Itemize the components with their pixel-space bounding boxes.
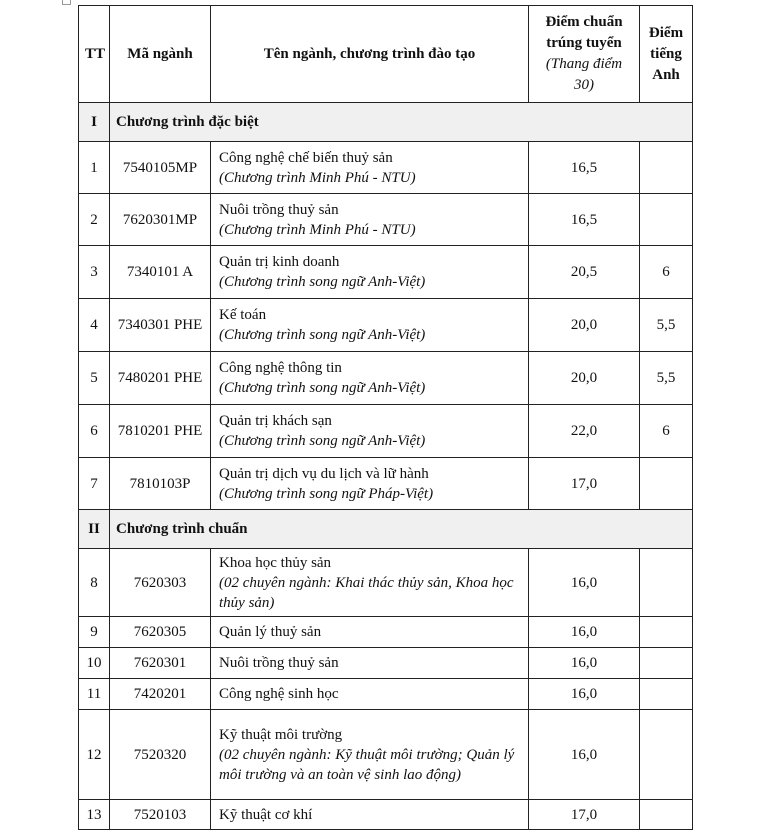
- row-score: 16,0: [529, 648, 640, 679]
- row-name-cell: [211, 648, 529, 679]
- row-code: 7340301 PHE: [110, 299, 211, 352]
- row-score: 16,0: [529, 679, 640, 710]
- row-name-cell: [211, 679, 529, 710]
- row-code: 7810103P: [110, 458, 211, 510]
- row-score: 17,0: [529, 458, 640, 510]
- table-row: [79, 710, 693, 800]
- row-english: [640, 679, 693, 710]
- row-code: 7520103: [110, 800, 211, 830]
- row-code: 7480201 PHE: [110, 352, 211, 405]
- row-name-cell: [211, 246, 529, 299]
- row-tt: 2: [79, 194, 110, 246]
- row-name: Quản trị khách sạn: [219, 413, 332, 429]
- row-tt: 12: [79, 710, 110, 800]
- row-english: [640, 800, 693, 830]
- section-row-special: [79, 103, 693, 142]
- row-score: 20,5: [529, 246, 640, 299]
- row-english: [640, 549, 693, 617]
- col-code-header: Mã ngành: [110, 6, 211, 103]
- row-name: Khoa học thủy sản: [219, 554, 332, 571]
- score-header-line2: trúng tuyển: [546, 35, 622, 51]
- section-title: Chương trình đặc biệt: [110, 103, 693, 142]
- corner-mark: [62, 0, 71, 5]
- table-row: [79, 352, 693, 405]
- row-name: Quản lý thuỷ sản: [219, 624, 322, 640]
- row-tt: 11: [79, 679, 110, 710]
- row-name-cell: [211, 194, 529, 246]
- row-name: Công nghệ sinh học: [219, 686, 339, 702]
- row-tt: 8: [79, 549, 110, 617]
- row-name-cell: [211, 800, 529, 830]
- row-code: 7340101 A: [110, 246, 211, 299]
- row-note: (Chương trình Minh Phú - NTU): [219, 221, 416, 238]
- row-name: Kỹ thuật môi trường: [219, 726, 343, 743]
- row-score: 16,5: [529, 194, 640, 246]
- table-row: [79, 405, 693, 458]
- row-tt: 7: [79, 458, 110, 510]
- row-tt: 9: [79, 617, 110, 648]
- row-name: Quản trị kinh doanh: [219, 254, 340, 270]
- header-row: [79, 6, 693, 103]
- row-score: 16,0: [529, 710, 640, 800]
- row-name-cell: [211, 352, 529, 405]
- english-header-line3: Anh: [652, 66, 680, 83]
- row-score: 16,0: [529, 549, 640, 617]
- row-english: 5,5: [640, 299, 693, 352]
- row-note: (02 chuyên ngành: Khai thác thủy sản, Khoa học thủy sản): [219, 574, 514, 611]
- row-english: [640, 617, 693, 648]
- row-code: 7540105MP: [110, 142, 211, 194]
- row-english: [640, 142, 693, 194]
- table-row: [79, 800, 693, 830]
- row-score: 16,0: [529, 617, 640, 648]
- row-code: 7810201 PHE: [110, 405, 211, 458]
- row-tt: 13: [79, 800, 110, 830]
- row-name: Công nghệ chế biến thuỷ sản: [219, 149, 393, 166]
- row-score: 20,0: [529, 299, 640, 352]
- row-code: 7620303: [110, 549, 211, 617]
- row-score: 16,5: [529, 142, 640, 194]
- table-row: [79, 246, 693, 299]
- row-tt: 6: [79, 405, 110, 458]
- row-note: (Chương trình song ngữ Anh-Việt): [219, 274, 426, 290]
- row-score: 17,0: [529, 800, 640, 830]
- row-score: 20,0: [529, 352, 640, 405]
- section-number: I: [79, 103, 110, 142]
- english-header-line1: Điểm: [648, 24, 684, 41]
- row-name-cell: [211, 458, 529, 510]
- english-header-line2: tiếng: [650, 45, 682, 62]
- row-score: 22,0: [529, 405, 640, 458]
- col-tt-header: TT: [79, 6, 110, 103]
- row-name-cell: [211, 617, 529, 648]
- row-note: (Chương trình Minh Phú - NTU): [219, 169, 416, 186]
- row-code: 7620305: [110, 617, 211, 648]
- row-english: 6: [640, 405, 693, 458]
- row-english: [640, 710, 693, 800]
- row-tt: 1: [79, 142, 110, 194]
- row-name: Kế toán: [219, 307, 267, 323]
- row-tt: 4: [79, 299, 110, 352]
- table-row: [79, 299, 693, 352]
- row-note: (02 chuyên ngành: Kỹ thuật môi trường; Quản lý môi trường và an toàn vệ sinh lao động): [219, 746, 515, 783]
- section-title: Chương trình chuẩn: [110, 510, 693, 549]
- row-english: [640, 194, 693, 246]
- table-row: [79, 617, 693, 648]
- score-header-scale: (Thang điểm 30): [545, 56, 623, 93]
- row-english: 5,5: [640, 352, 693, 405]
- row-code: 7620301: [110, 648, 211, 679]
- row-name-cell: [211, 299, 529, 352]
- section-number: II: [79, 510, 110, 549]
- score-header-line1: Điểm chuẩn: [545, 14, 623, 30]
- row-tt: 3: [79, 246, 110, 299]
- row-note: (Chương trình song ngữ Pháp-Việt): [219, 485, 434, 502]
- row-english: [640, 458, 693, 510]
- row-name-cell: [211, 142, 529, 194]
- row-english: 6: [640, 246, 693, 299]
- row-note: (Chương trình song ngữ Anh-Việt): [219, 327, 426, 343]
- col-score-header: [529, 6, 640, 103]
- col-name-header: Tên ngành, chương trình đào tạo: [211, 6, 529, 103]
- row-name-cell: [211, 549, 529, 617]
- row-english: [640, 648, 693, 679]
- row-code: 7620301MP: [110, 194, 211, 246]
- row-name: Kỹ thuật cơ khí: [219, 806, 313, 823]
- row-note: (Chương trình song ngữ Anh-Việt): [219, 380, 426, 396]
- row-tt: 10: [79, 648, 110, 679]
- table-row: [79, 458, 693, 510]
- table-row: [79, 648, 693, 679]
- col-english-header: [640, 6, 693, 103]
- section-row-standard: [79, 510, 693, 549]
- row-note: (Chương trình song ngữ Anh-Việt): [219, 433, 426, 449]
- table-row: [79, 679, 693, 710]
- table-row: [79, 194, 693, 246]
- row-name-cell: [211, 405, 529, 458]
- table-row: [79, 142, 693, 194]
- row-tt: 5: [79, 352, 110, 405]
- row-code: 7420201: [110, 679, 211, 710]
- row-name: Quản trị dịch vụ du lịch và lữ hành: [219, 465, 429, 482]
- row-name: Công nghệ thông tin: [219, 360, 342, 376]
- table-row: [79, 549, 693, 617]
- row-code: 7520320: [110, 710, 211, 800]
- row-name-cell: [211, 710, 529, 800]
- row-name: Nuôi trồng thuỷ sản: [219, 655, 339, 671]
- admission-score-table: [78, 5, 693, 830]
- row-name: Nuôi trồng thuỷ sản: [219, 201, 339, 218]
